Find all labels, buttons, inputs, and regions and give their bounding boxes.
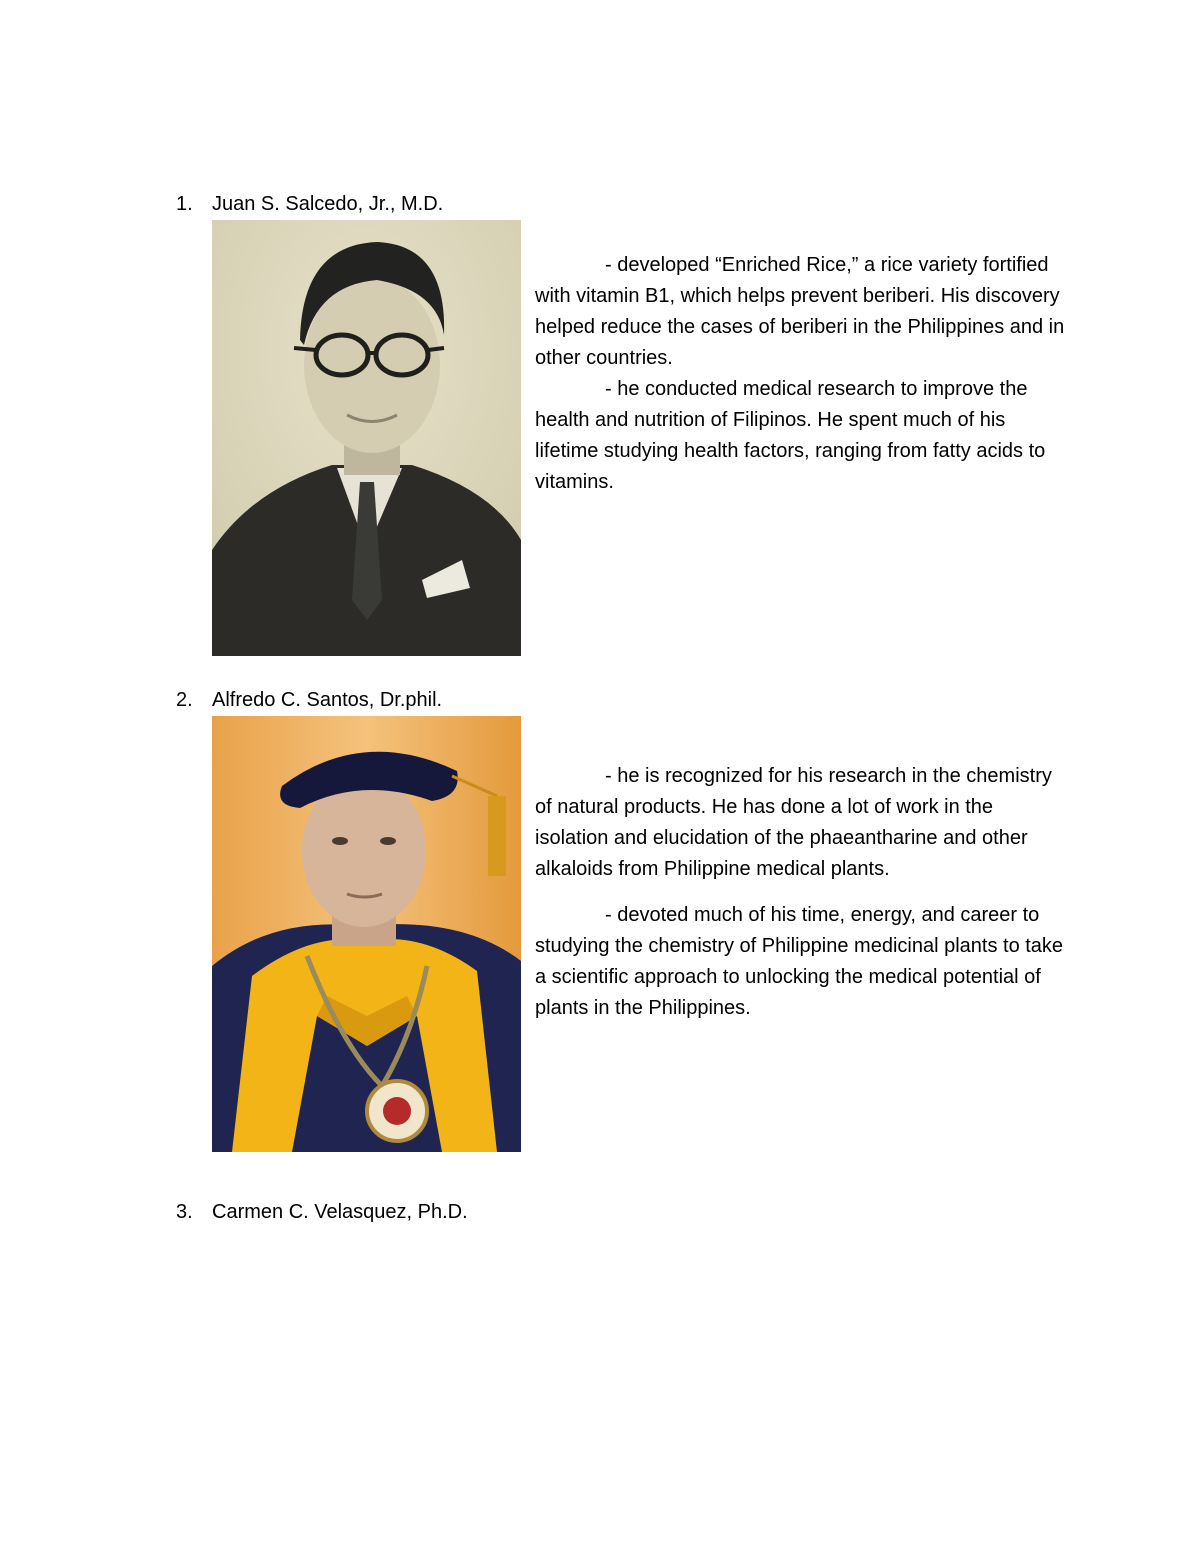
entry-number: 3. — [176, 1201, 193, 1223]
entry-number: 2. — [176, 689, 193, 711]
entry-2-description — [535, 761, 1065, 1024]
portrait-photo-salcedo — [212, 220, 521, 656]
entry-name: Carmen C. Velasquez, Ph.D. — [212, 1201, 468, 1223]
entry-1-description — [535, 250, 1065, 498]
portrait-photo-santos — [212, 716, 521, 1152]
description-paragraph: - developed “Enriched Rice,” a rice variety fortified with vitamin B1, which helps prevent beriberi. His discovery helped reduce the cases of beriberi in the Philippines and in other countries. — [535, 254, 1065, 369]
entry-name: Alfredo C. Santos, Dr.phil. — [212, 689, 443, 711]
entry-2-heading — [176, 688, 442, 712]
entry-number: 1. — [176, 193, 193, 215]
entry-name: Juan S. Salcedo, Jr., M.D. — [212, 193, 444, 215]
description-paragraph: - devoted much of his time, energy, and career to studying the chemistry of Philippine medicinal plants to take a scientific approach to unlocking the medical potential of plants in the Philippines. — [535, 904, 1064, 1019]
description-paragraph: - he conducted medical research to improve the health and nutrition of Filipinos. He spent much of his lifetime studying health factors, ranging from fatty acids to vitamins. — [535, 378, 1046, 493]
entry-1-heading — [176, 192, 443, 216]
entry-3-heading — [176, 1200, 468, 1224]
description-paragraph: - he is recognized for his research in the chemistry of natural products. He has done a lot of work in the isolation and elucidation of the phaeantharine and other alkaloids from Philippine medical plants. — [535, 765, 1052, 880]
